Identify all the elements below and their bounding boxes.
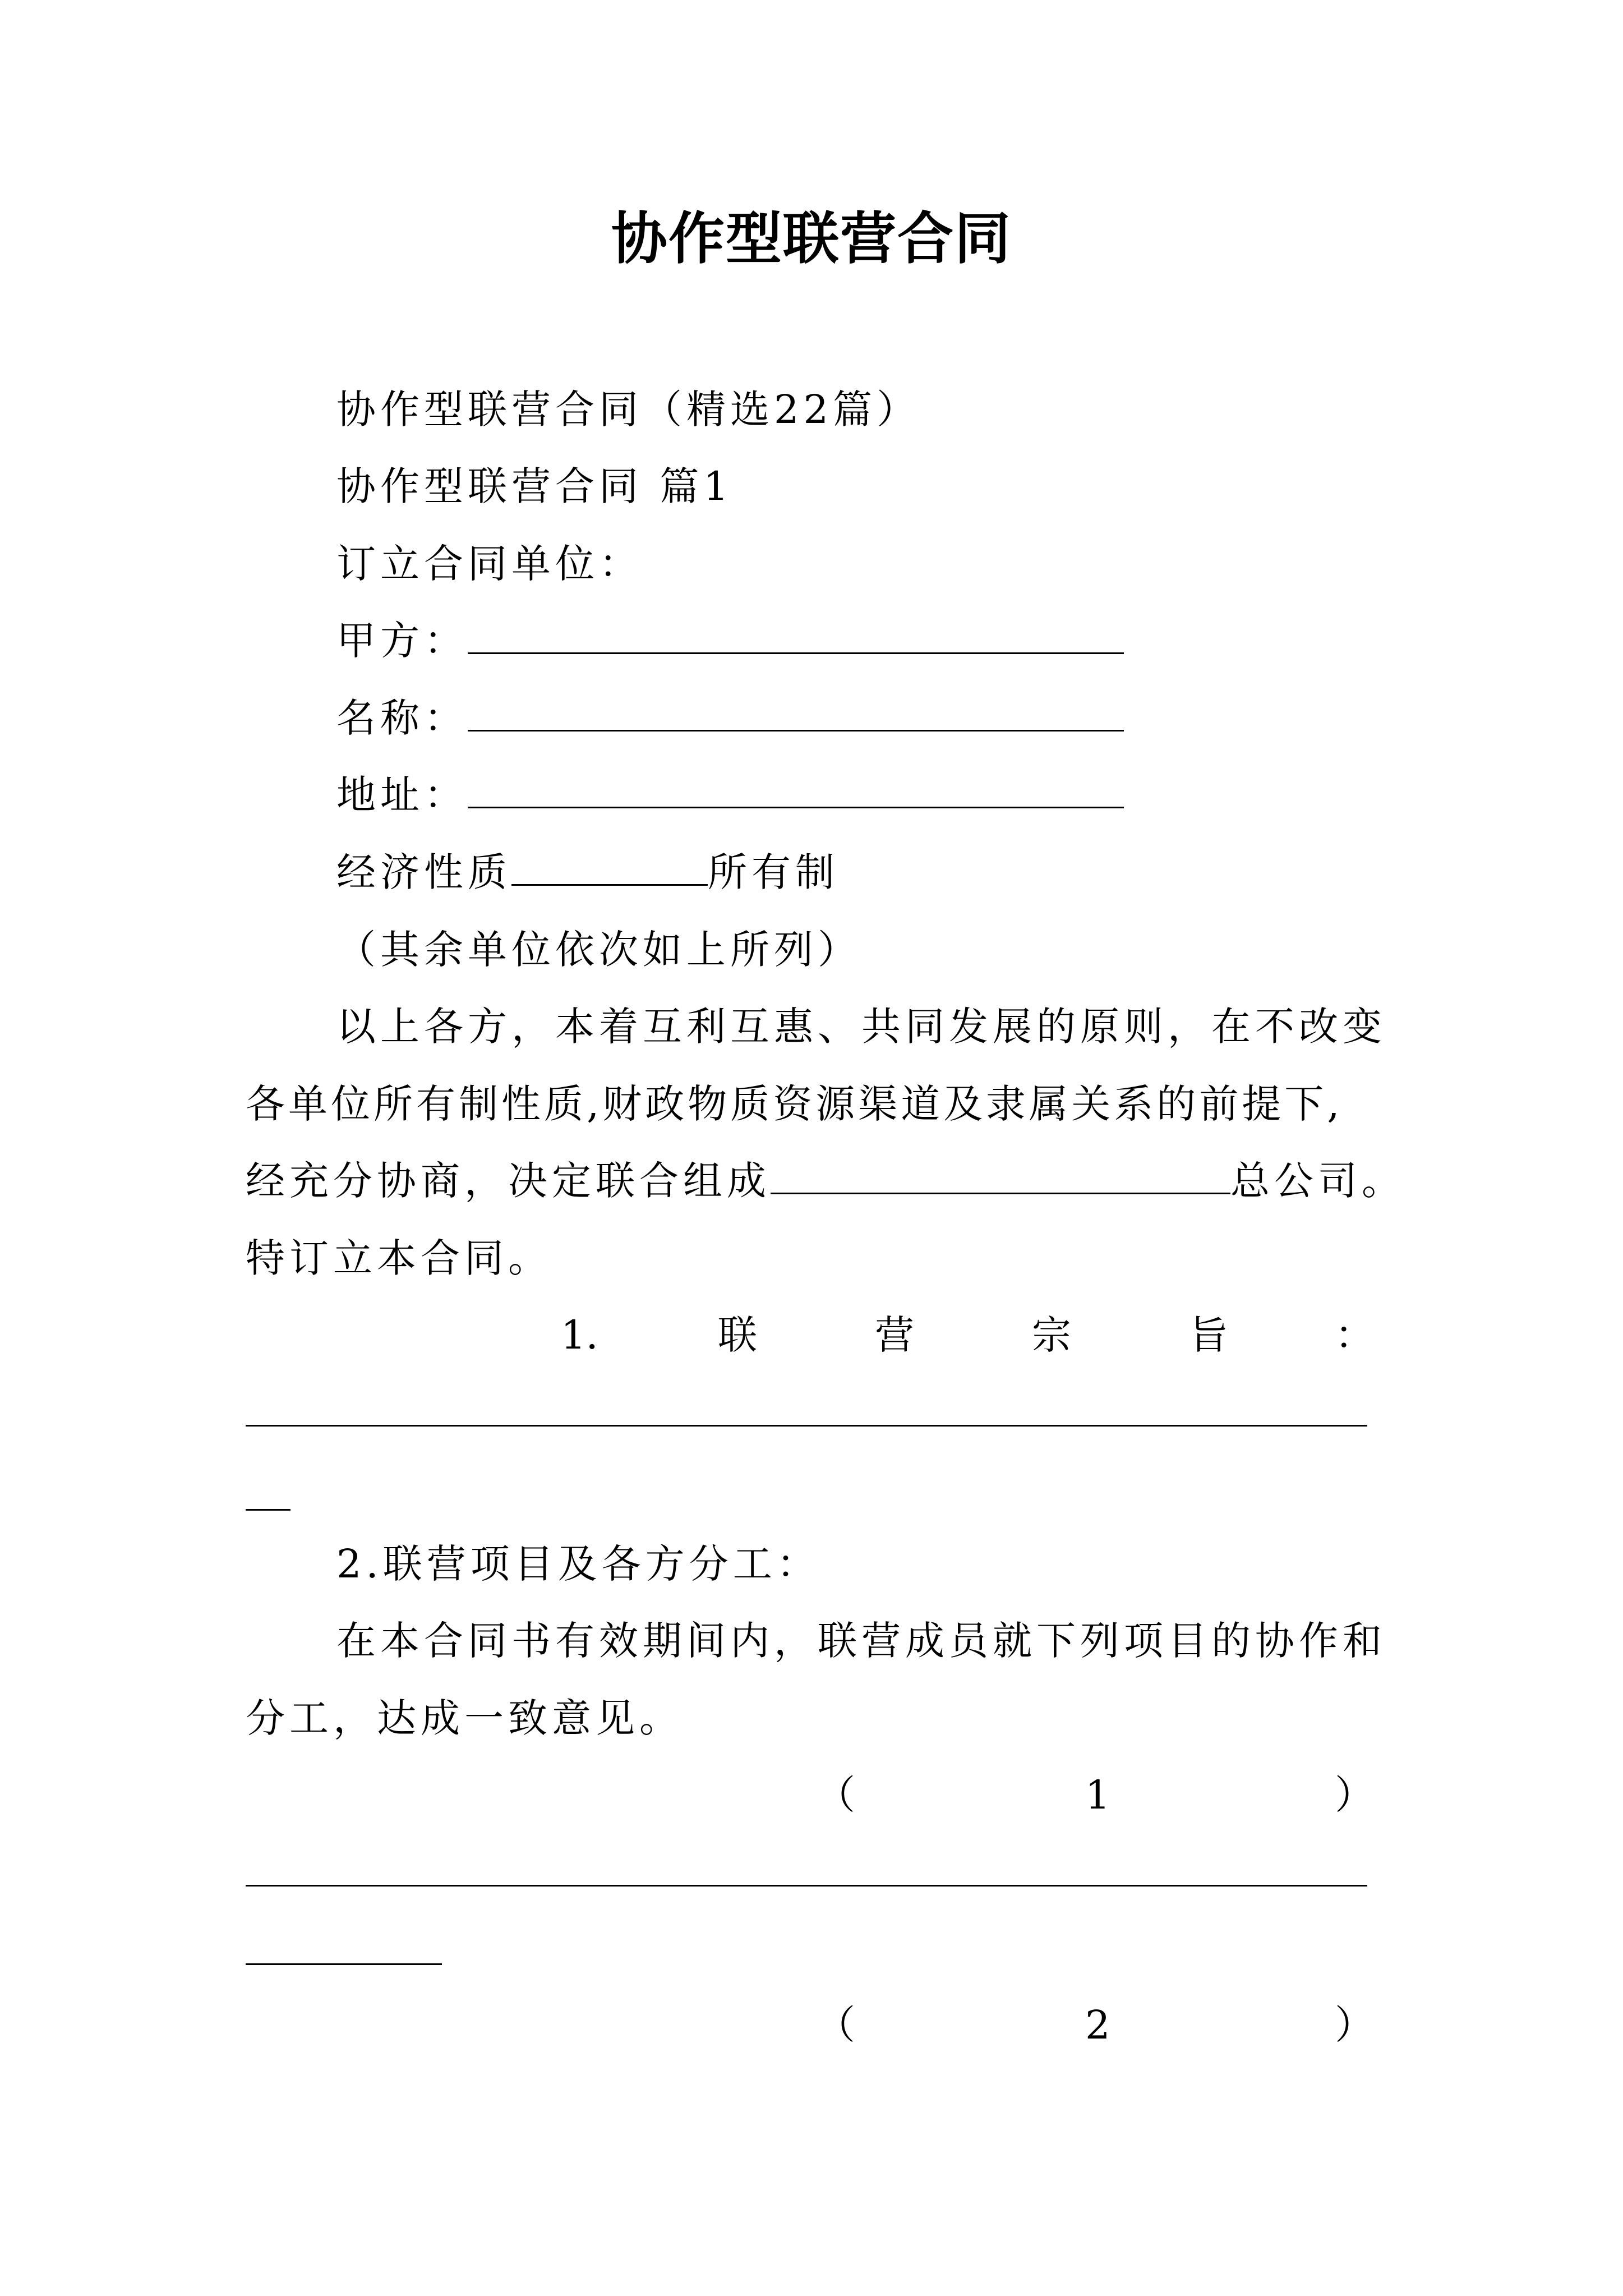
address-blank[interactable] bbox=[468, 773, 1124, 808]
section-1-char-1: 联 bbox=[718, 1312, 757, 1358]
union-label: 经充分协商，决定联合组成 bbox=[246, 1158, 771, 1204]
section-1-char-3: 宗 bbox=[1032, 1312, 1071, 1358]
paragraph-2-line-2: 分工，达成一致意见。 bbox=[246, 1695, 683, 1741]
head-company-suffix: 总公司。 bbox=[1230, 1158, 1405, 1204]
party-a-blank[interactable] bbox=[468, 619, 1124, 654]
item-2-close-paren: ） bbox=[1335, 2002, 1374, 2048]
economic-nature-blank[interactable] bbox=[511, 850, 708, 886]
name-line bbox=[336, 690, 1124, 746]
paragraph-1-line-4: 特订立本合同。 bbox=[246, 1235, 552, 1281]
paragraph-1-line-2: 各单位所有制性质,财政物质资源渠道及隶属关系的前提下, bbox=[246, 1081, 1343, 1127]
item-1-open-paren: （ bbox=[816, 1772, 855, 1818]
section-1-number: 1. bbox=[561, 1312, 598, 1358]
paragraph-2-line-1: 在本合同书有效期间内，联营成员就下列项目的协作和 bbox=[336, 1618, 1386, 1664]
name-label: 名称： bbox=[336, 695, 468, 741]
section-1-fill-line-end[interactable] bbox=[246, 1509, 291, 1511]
item-2-open-paren: （ bbox=[816, 2002, 855, 2048]
party-a-line bbox=[336, 613, 1124, 669]
party-a-label: 甲方： bbox=[336, 618, 468, 664]
item-1-fill-line[interactable] bbox=[246, 1885, 1367, 1887]
item-1-fill-line-end[interactable] bbox=[246, 1963, 442, 1965]
economic-nature-label: 经济性质 bbox=[336, 849, 511, 895]
paragraph-1-line-1: 以上各方，本着互利互惠、共同发展的原则，在不改变 bbox=[336, 1004, 1386, 1050]
section-1-char-2: 营 bbox=[875, 1312, 914, 1358]
document-title: 协作型联营合同 bbox=[611, 206, 1012, 272]
economic-nature-line bbox=[336, 844, 839, 900]
section-1-char-4: 旨 bbox=[1189, 1312, 1228, 1358]
article-heading: 协作型联营合同 篇1 bbox=[336, 463, 733, 509]
section-1-fill-line[interactable] bbox=[246, 1425, 1367, 1427]
address-line bbox=[336, 767, 1124, 823]
paragraph-1-line-3 bbox=[246, 1153, 1405, 1209]
subtitle-line: 协作型联营合同（精选22篇） bbox=[336, 386, 921, 432]
item-1-close-paren: ） bbox=[1335, 1772, 1374, 1818]
ownership-suffix: 所有制 bbox=[708, 849, 839, 895]
other-units-note: （其余单位依次如上所列） bbox=[336, 927, 861, 973]
section-2-heading: 2.联营项目及各方分工： bbox=[336, 1541, 820, 1587]
item-2-number: 2 bbox=[1085, 2002, 1110, 2048]
contract-parties-label: 订立合同单位： bbox=[336, 541, 643, 587]
name-blank[interactable] bbox=[468, 696, 1124, 731]
company-name-blank[interactable] bbox=[771, 1159, 1230, 1194]
section-1-colon: ： bbox=[1335, 1312, 1374, 1358]
address-label: 地址： bbox=[336, 772, 468, 818]
item-1-number: 1 bbox=[1085, 1772, 1110, 1818]
